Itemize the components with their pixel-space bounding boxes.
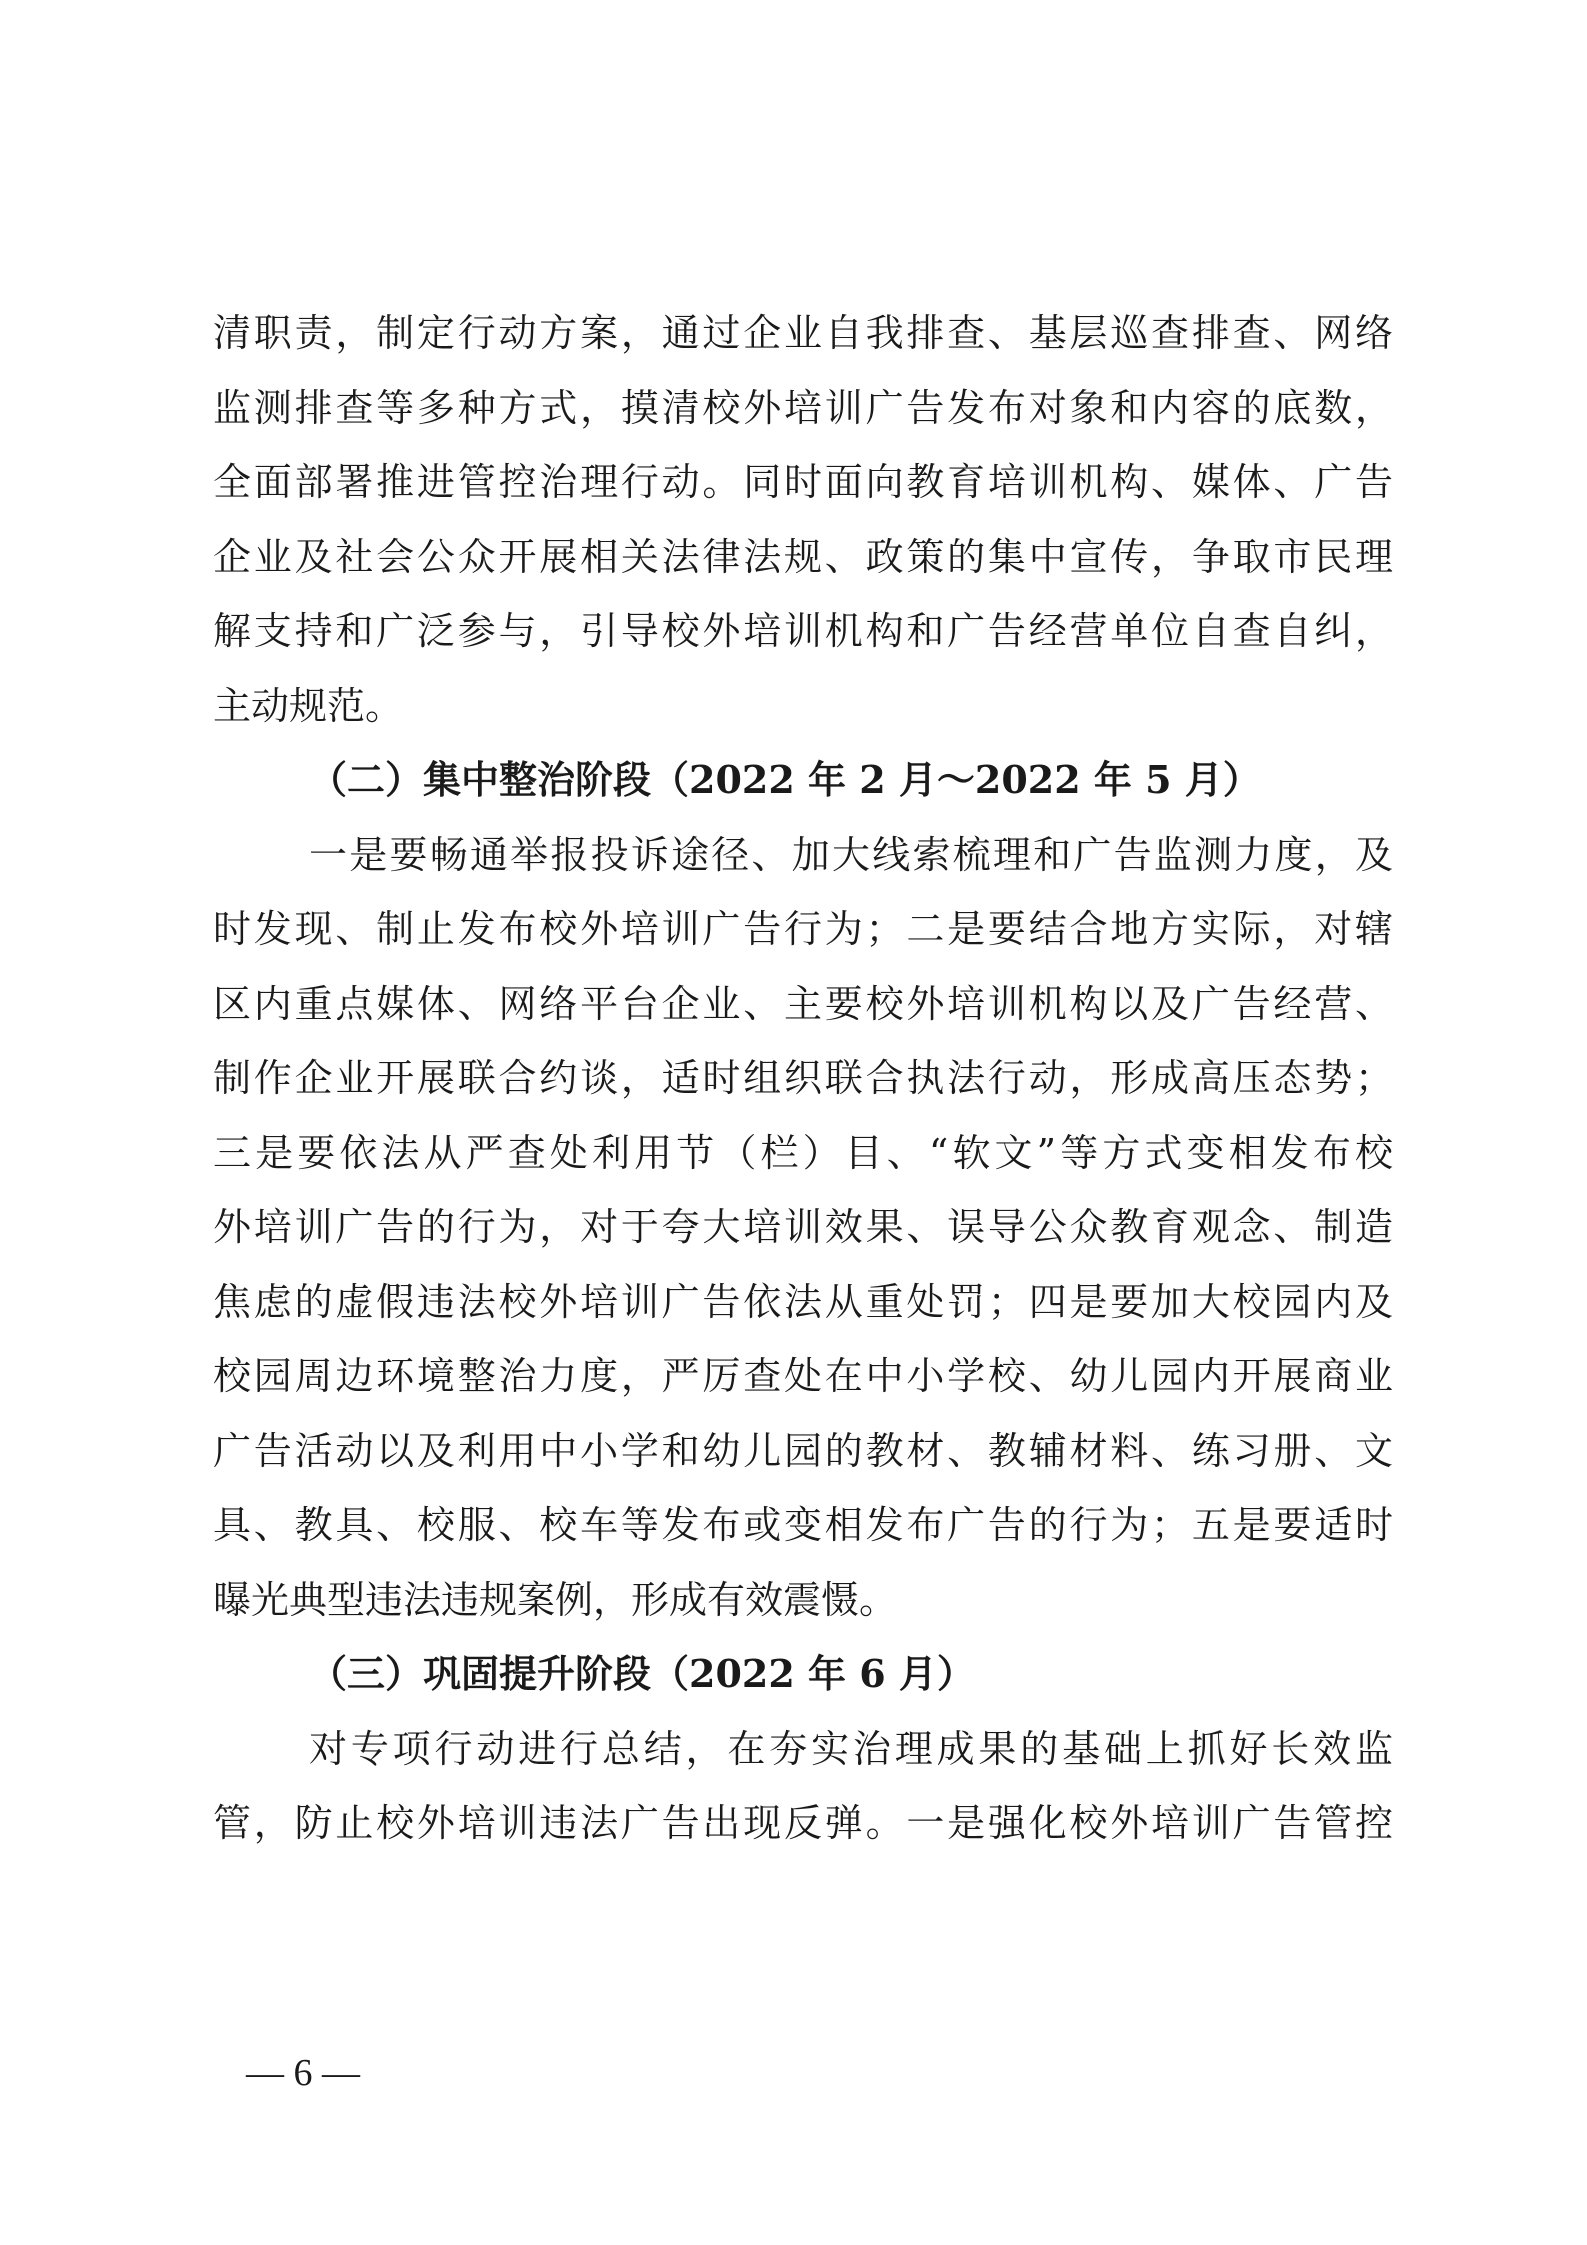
paragraph-line: 解支持和广泛参与，引导校外培训机构和广告经营单位自查自纠， bbox=[213, 609, 1393, 653]
document-body bbox=[213, 296, 1393, 1861]
section-heading: （三）巩固提升阶段（2022 年 6 月） bbox=[309, 1651, 975, 1696]
paragraph-line: 对专项行动进行总结，在夯实治理成果的基础上抓好长效监 bbox=[309, 1726, 1393, 1771]
page-number: — 6 — bbox=[246, 2052, 360, 2094]
paragraph-line: 外培训广告的行为，对于夸大培训效果、误导公众教育观念、制造 bbox=[213, 1205, 1393, 1249]
section-heading: （二）集中整治阶段（2022 年 2 月～2022 年 5 月） bbox=[309, 757, 1261, 802]
paragraph-line: 监测排查等多种方式，摸清校外培训广告发布对象和内容的底数， bbox=[213, 385, 1393, 430]
paragraph-line: 全面部署推进管控治理行动。同时面向教育培训机构、媒体、广告 bbox=[213, 460, 1393, 504]
paragraph-line: 清职责，制定行动方案，通过企业自我排查、基层巡查排查、网络 bbox=[213, 311, 1393, 355]
paragraph-line: 三是要依法从严查处利用节（栏）目、“软文”等方式变相发布校 bbox=[213, 1130, 1393, 1175]
paragraph-line: 制作企业开展联合约谈，适时组织联合执法行动，形成高压态势； bbox=[213, 1056, 1393, 1100]
paragraph-line: 时发现、制止发布校外培训广告行为；二是要结合地方实际，对辖 bbox=[213, 907, 1393, 951]
paragraph-line: 焦虑的虚假违法校外培训广告依法从重处罚；四是要加大校园内及 bbox=[213, 1279, 1393, 1324]
paragraph-line: 曝光典型违法违规案例，形成有效震慑。 bbox=[213, 1577, 898, 1622]
paragraph-line: 区内重点媒体、网络平台企业、主要校外培训机构以及广告经营、 bbox=[213, 981, 1393, 1026]
paragraph-line: 具、教具、校服、校车等发布或变相发布广告的行为；五是要适时 bbox=[213, 1503, 1393, 1547]
paragraph-line: 广告活动以及利用中小学和幼儿园的教材、教辅材料、练习册、文 bbox=[213, 1428, 1393, 1473]
paragraph-line: 管，防止校外培训违法广告出现反弹。一是强化校外培训广告管控 bbox=[213, 1801, 1393, 1845]
paragraph-line: 企业及社会公众开展相关法律法规、政策的集中宣传，争取市民理 bbox=[213, 534, 1393, 579]
paragraph-line: 一是要畅通举报投诉途径、加大线索梳理和广告监测力度，及 bbox=[309, 832, 1393, 877]
paragraph-line: 校园周边环境整治力度，严厉查处在中小学校、幼儿园内开展商业 bbox=[213, 1354, 1393, 1398]
paragraph-line: 主动规范。 bbox=[213, 683, 404, 728]
